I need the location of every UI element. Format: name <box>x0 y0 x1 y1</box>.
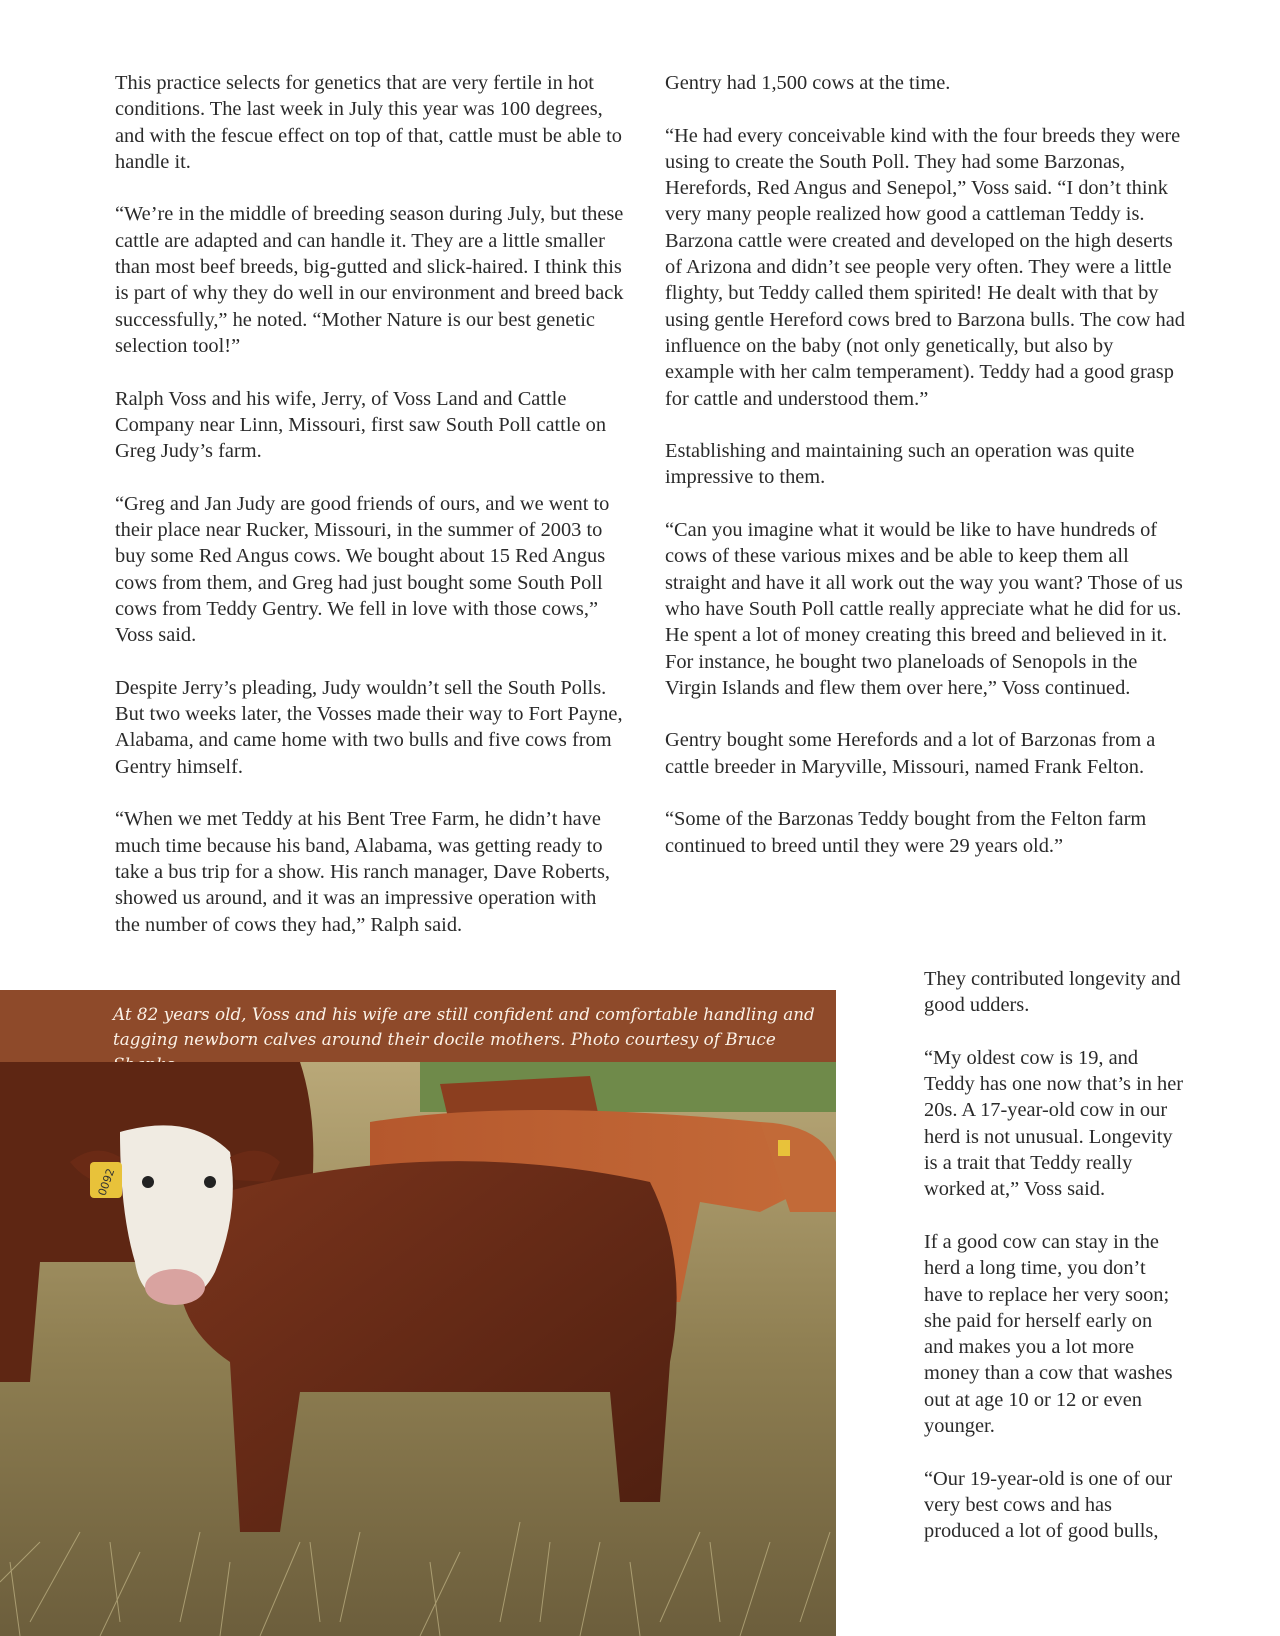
paragraph: Gentry had 1,500 cows at the time. <box>665 72 951 94</box>
ear-tag-number: 0092 <box>95 1166 118 1198</box>
text-column-side <box>924 966 1184 1571</box>
paragraph: “We’re in the middle of breeding season during July, but these cattle are adapted and can handle it. They are a little smaller than most beef breeds, big-gutted and slick-haired. I think this is part of why they do well in our environment and breed back successfully,” he noted. “Mother Nature is our best genetic selection tool!” <box>115 203 624 357</box>
paragraph: Gentry bought some Herefords and a lot of Barzonas from a cattle breeder in Maryville, Missouri, named Frank Felton. <box>665 729 1156 778</box>
text-column-left <box>115 70 625 964</box>
paragraph: They contributed longevity and good udders. <box>924 968 1181 1017</box>
paragraph: “Some of the Barzonas Teddy bought from the Felton farm continued to breed until they were 29 years old.” <box>665 808 1147 857</box>
paragraph: “He had every conceivable kind with the four breeds they were using to create the South Poll. They had some Barzonas, Herefords, Red Angus and Senepol,” Voss said. “I don’t think very many people realized how good a cattleman Teddy is. Barzona cattle were created and developed on the high deserts of Arizona and didn’t see people very often. They were a little flighty, but Teddy called them spirited! He dealt with that by using gentle Hereford cows bred to Barzona bulls. The cow had influence on the baby (not only genetically, but also by example with her calm temperament). Teddy had a good grasp for cattle and understood them.” <box>665 124 1186 410</box>
photo-caption: At 82 years old, Voss and his wife are still confident and comfortable handling and tagging newborn calves around their docile mothers. Photo courtesy of Bruce <box>0 990 836 1062</box>
paragraph: “When we met Teddy at his Bent Tree Farm, he didn’t have much time because his band, Alabama, was getting ready to take a bus trip for a show. His ranch manager, Dave Roberts, showed us around, and it was an impressive operation with the number of cows they had,” Ralph said. <box>115 808 611 936</box>
cattle-illustration <box>0 1062 836 1636</box>
cattle-photo <box>0 1062 836 1636</box>
text-column-right <box>665 70 1185 885</box>
paragraph: If a good cow can stay in the herd a long time, you don’t have to replace her very soon; she paid for herself early on and makes you a lot more money than a cow that washes out at age 10 or 12 or even younger. <box>924 1230 1173 1438</box>
paragraph: “Our 19-year-old is one of our very best cows and has produced a lot of good bulls, <box>924 1467 1173 1543</box>
paragraph: Ralph Voss and his wife, Jerry, of Voss Land and Cattle Company near Linn, Missouri, first saw South Poll cattle on Greg Judy’s farm. <box>115 387 607 463</box>
paragraph: Despite Jerry’s pleading, Judy wouldn’t sell the South Polls. But two weeks later, the Vosses made their way to Fort Payne, Alabama, and came home with two bulls and five cows from Gentry himself. <box>115 676 623 778</box>
paragraph: Establishing and maintaining such an operation was quite impressive to them. <box>665 440 1135 489</box>
paragraph: “Can you imagine what it would be like to have hundreds of cows of these various mixes and be able to keep them all straight and have it all work out the way you want? Those of us who have South Poll cattle really appreciate what he did for us. He spent a lot of money creating this breed and believed in it. For instance, he bought two planeloads of Senopols in the Virgin Islands and flew them over here,” Voss continued. <box>665 519 1183 699</box>
paragraph: This practice selects for genetics that are very fertile in hot conditions. The last week in July this year was 100 degrees, and with the fescue effect on top of that, cattle must be able to handle it. <box>115 72 622 173</box>
paragraph: “Greg and Jan Judy are good friends of ours, and we went to their place near Rucker, Missouri, in the summer of 2003 to buy some Red Angus cows. We bought about 15 Red Angus cows from them, and Greg had just bought some South Poll cows from Teddy Gentry. We fell in love with those cows,” Voss said. <box>115 492 610 647</box>
paragraph: “My oldest cow is 19, and Teddy has one now that’s in her 20s. A 17-year-old cow in our herd is not unusual. Longevity is a trait that Teddy really worked at,” Voss said. <box>924 1046 1184 1201</box>
